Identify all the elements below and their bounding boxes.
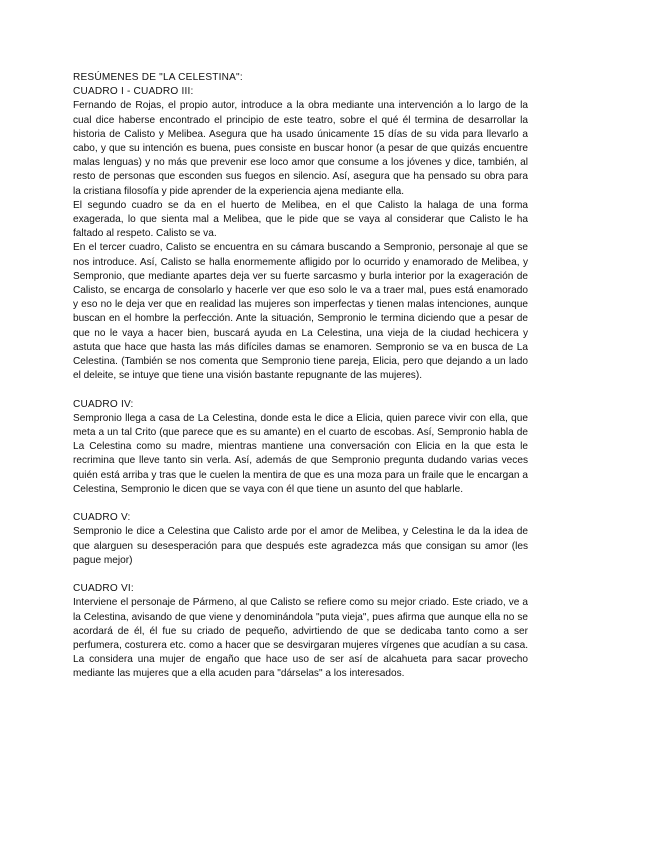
document-title: RESÚMENES DE "LA CELESTINA": xyxy=(73,72,243,83)
paragraph: En el tercer cuadro, Calisto se encuentra en su cámara buscando a Sempronio, personaje al que se nos introduce. Así, Calisto se halla enormemente afligido por lo ocurrido y enamorado de Melibea, y Sempronio, que mediante apartes deja ver su fuerte sarcasmo y burla interior por la exageración de Calisto, se encarga de consolarlo y hacerle ver que eso solo le va a traer mal, pues está enamorado y eso no le deja ver que en realidad las mujeres son imperfectas y tienen malas intenciones, aunque buscan en el hombre la perfección. Ante la situación, Sempronio le termina diciendo que a pesar de que no le vaya a hacer bien, buscará ayuda en La Celestina, una vieja de la ciudad hechicera y astuta que hace que hasta las más difíciles damas se enamoren. Sempronio se va en busca de La Celestina. (También se nos comenta que Sempronio tiene pareja, Elicia, pero que dejando a un lado el deleite, se intuye que tiene una visión bastante repugnante de las mujeres). xyxy=(73,242,528,382)
paragraph: El segundo cuadro se da en el huerto de Melibea, en el que Calisto la halaga de una forma exagerada, lo que sienta mal a Melibea, que le pide que se vaya al considerar que Calisto le ha faltado al respeto. Calisto se va. xyxy=(73,199,528,240)
paragraph: Sempronio le dice a Celestina que Calisto arde por el amor de Melibea, y Celestina le da la idea de que alarguen su desesperación para que después este agradezca más que consigan su amor (les pague mejor) xyxy=(73,526,528,566)
paragraph: Sempronio llega a casa de La Celestina, donde esta le dice a Elicia, quien parece vivir con ella, que meta a un tal Crito (que parece que es su amante) en el cuarto de escobas. Así, Sempronio habla de La Celestina como su madre, mientras mantiene una conversación con Elicia en la que esta le recrimina que lleve tanto sin verla. Así, además de que Sempronio pregunta dudando varias veces quién está arriba y tras que le cuelen la mentira de que es una moza para un fraile que le encargan a Celestina, Sempronio le dicen que se vaya con él que tiene un asunto del que hablarle. xyxy=(73,412,528,495)
section-heading-cuadro-vi: CUADRO VI: xyxy=(73,583,134,595)
section-heading-cuadro-v: CUADRO V: xyxy=(73,512,131,524)
section-spacer xyxy=(73,568,528,582)
paragraph: Fernando de Rojas, el propio autor, introduce a la obra mediante una intervención a lo largo de la cual dice haberse encontrado el principio de este teatro, sobre el qué él termina de desarrollar la historia de Calisto y Melibea. Asegura que ha usado únicamente 15 días de su vida para llevarlo a cabo, y que su intención es buena, pues consiste en buscar honor (a pesar de que quizás encuentre malas lenguas) y no más que prevenir ese loco amor que consume a los jóvenes y dice, también, al resto de personas que esconden sus fuegos en silencio. Así, asegura que ha pensado su obra para la cristiana filosofía y pide aprender de la experiencia ajena mediante ella. xyxy=(73,100,528,197)
document-page xyxy=(73,71,528,682)
section-spacer xyxy=(73,497,528,511)
paragraph: Interviene el personaje de Pármeno, al que Calisto se refiere como su mejor criado. Este criado, ve a la Celestina, avisando de que viene y denominándola "puta vieja", pues afirma que aunque ella no se acordará de él, él fue su criado de pequeño, advirtiendo de que se dedicaba tanto como a ser perfumera, costurera etc. como a hacer que se desvirgaran mujeres vírgenes que acudían a su casa. La considera una mujer de engaño que hace uso de ser así de alcahueta para sacar provecho mediante las mujeres que a ella acuden para "dárselas" a los interesados. xyxy=(73,597,528,680)
section-heading-cuadro-iv: CUADRO IV: xyxy=(73,398,134,410)
section-heading-cuadro-i-iii: CUADRO I - CUADRO III: xyxy=(73,86,194,98)
section-spacer xyxy=(73,383,528,397)
